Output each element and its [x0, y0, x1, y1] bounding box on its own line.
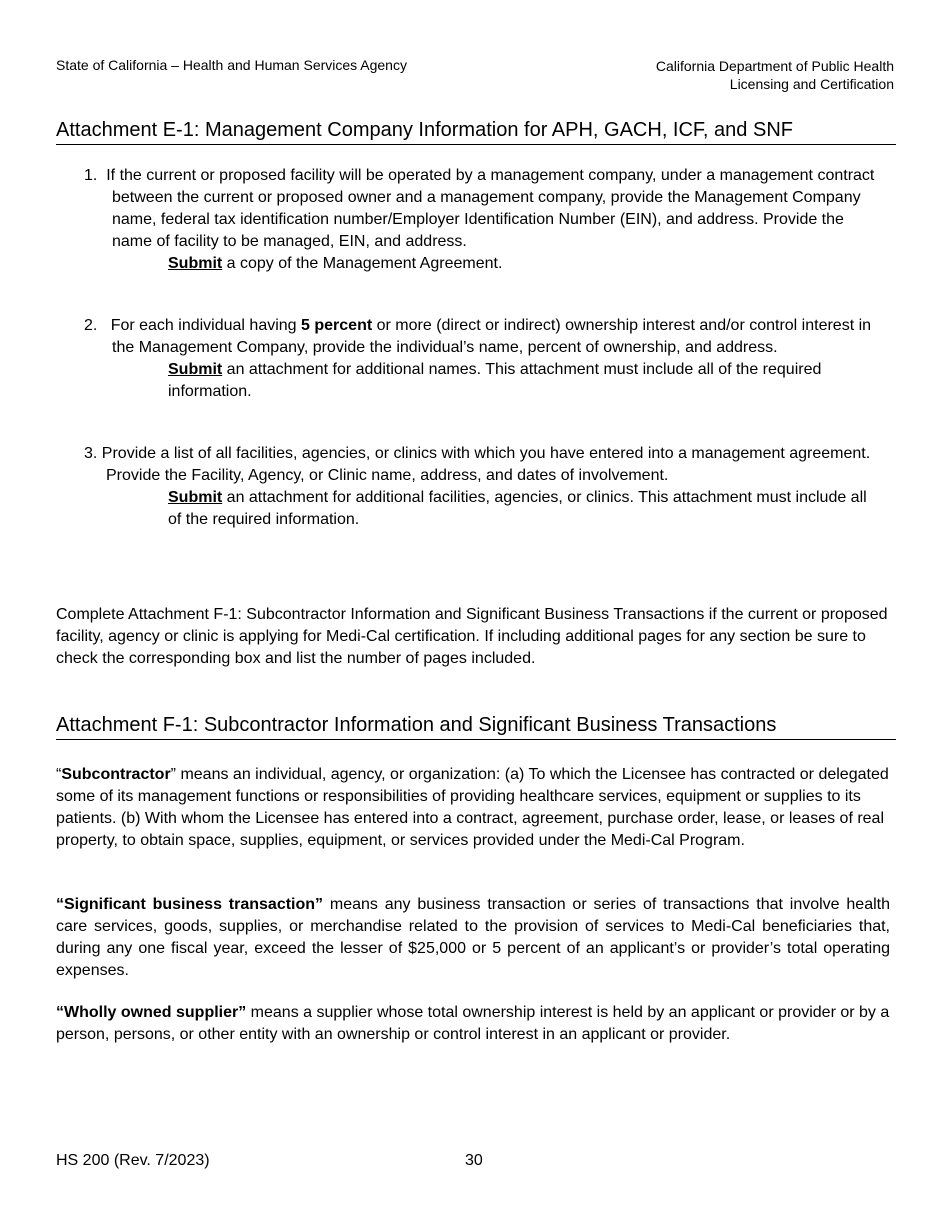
list-item-3-text [84, 443, 884, 487]
definition-text: means any business transaction or series of transactions that involve health care services, goods, supplies, or merchandise related to the provision of services to Medi-Cal beneficiaries that, during any one fiscal year, exceed the lesser of $25,000 or 5 percent of an applicant’s or provider’s total operating expenses. [56, 896, 890, 979]
list-item-3 [84, 443, 884, 531]
header-department [656, 57, 894, 93]
submit-label: Submit [168, 361, 223, 378]
header-division-name: Licensing and Certification [729, 76, 894, 92]
list-item-1 [84, 165, 884, 275]
definition-term: Subcontractor [61, 766, 171, 783]
footer-page-number: 30 [465, 1152, 483, 1169]
definition-subcontractor [56, 764, 890, 852]
list-item-body: Provide a list of all facilities, agencies, or clinics with which you have entered into a management agreement. Provide the Facility, Agency, or Clinic name, address, and dates of involvement. [101, 445, 871, 484]
submit-text: a copy of the Management Agreement. [222, 255, 503, 272]
submit-label: Submit [168, 489, 223, 506]
list-item-2 [84, 315, 884, 403]
submit-instruction [84, 487, 884, 531]
list-item-1-text [84, 165, 884, 253]
definition-term: “Significant business transaction” [56, 896, 324, 913]
list-number: 1. [84, 167, 98, 184]
section-e1-title: Attachment E-1: Management Company Information for APH, GACH, ICF, and SNF [56, 118, 896, 145]
submit-instruction [84, 253, 884, 275]
list-item-body: If the current or proposed facility will be operated by a management company, under a management contract between the current or proposed owner and a management company, provide the Management Company name, federal tax identification number/Employer Identification Number (EIN), and address. Provide the name of facility to be managed, EIN, and address. [106, 167, 875, 250]
definition-significant-transaction [56, 894, 890, 982]
quote-mark: ” [170, 766, 176, 783]
list-item-2-text [84, 315, 884, 359]
list-item-body: or more (direct or indirect) ownership interest and/or control interest in the Management Company, provide the individual’s name, percent of ownership, and address. [112, 317, 872, 356]
header-agency: State of California – Health and Human Services Agency [56, 57, 407, 73]
submit-text: an attachment for additional names. This attachment must include all of the required information. [168, 361, 822, 400]
intro-paragraph: Complete Attachment F-1: Subcontractor Information and Significant Business Transactions if the current or proposed facility, agency or clinic is applying for Medi-Cal certification. If including additional pages for any section be sure to check the corresponding box and list the number of pages included. [56, 606, 888, 667]
list-number: 2. [84, 317, 98, 334]
submit-text: an attachment for additional facilities, agencies, or clinics. This attachment must include all of the required information. [168, 489, 867, 528]
section-f1-title: Attachment F-1: Subcontractor Information and Significant Business Transactions [56, 713, 896, 740]
header-department-name: California Department of Public Health [655, 58, 894, 74]
definition-wholly-owned-supplier [56, 1002, 890, 1046]
definition-text: means a supplier whose total ownership interest is held by an applicant or provider or by a person, persons, or other entity with an ownership or control interest in an applicant or provider. [56, 1004, 890, 1043]
submit-label: Submit [168, 255, 223, 272]
emphasis-text: 5 percent [301, 317, 373, 334]
list-number: 3. [84, 445, 98, 462]
footer-form-number: HS 200 (Rev. 7/2023) [56, 1152, 210, 1169]
submit-instruction [84, 359, 884, 403]
list-item-body: For each individual having [110, 317, 302, 334]
quote-mark: “ [56, 766, 62, 783]
definition-text: means an individual, agency, or organization: (a) To which the Licensee has contracted or delegated some of its management functions or responsibilities of providing healthcare services, equipment or supplies to its patients. (b) With whom the Licensee has entered into a contract, agreement, purchase order, lease, or leases of real property, to obtain space, supplies, equipment, or services provided under the Medi-Cal Program. [56, 766, 889, 849]
definition-term: “Wholly owned supplier” [56, 1004, 247, 1021]
